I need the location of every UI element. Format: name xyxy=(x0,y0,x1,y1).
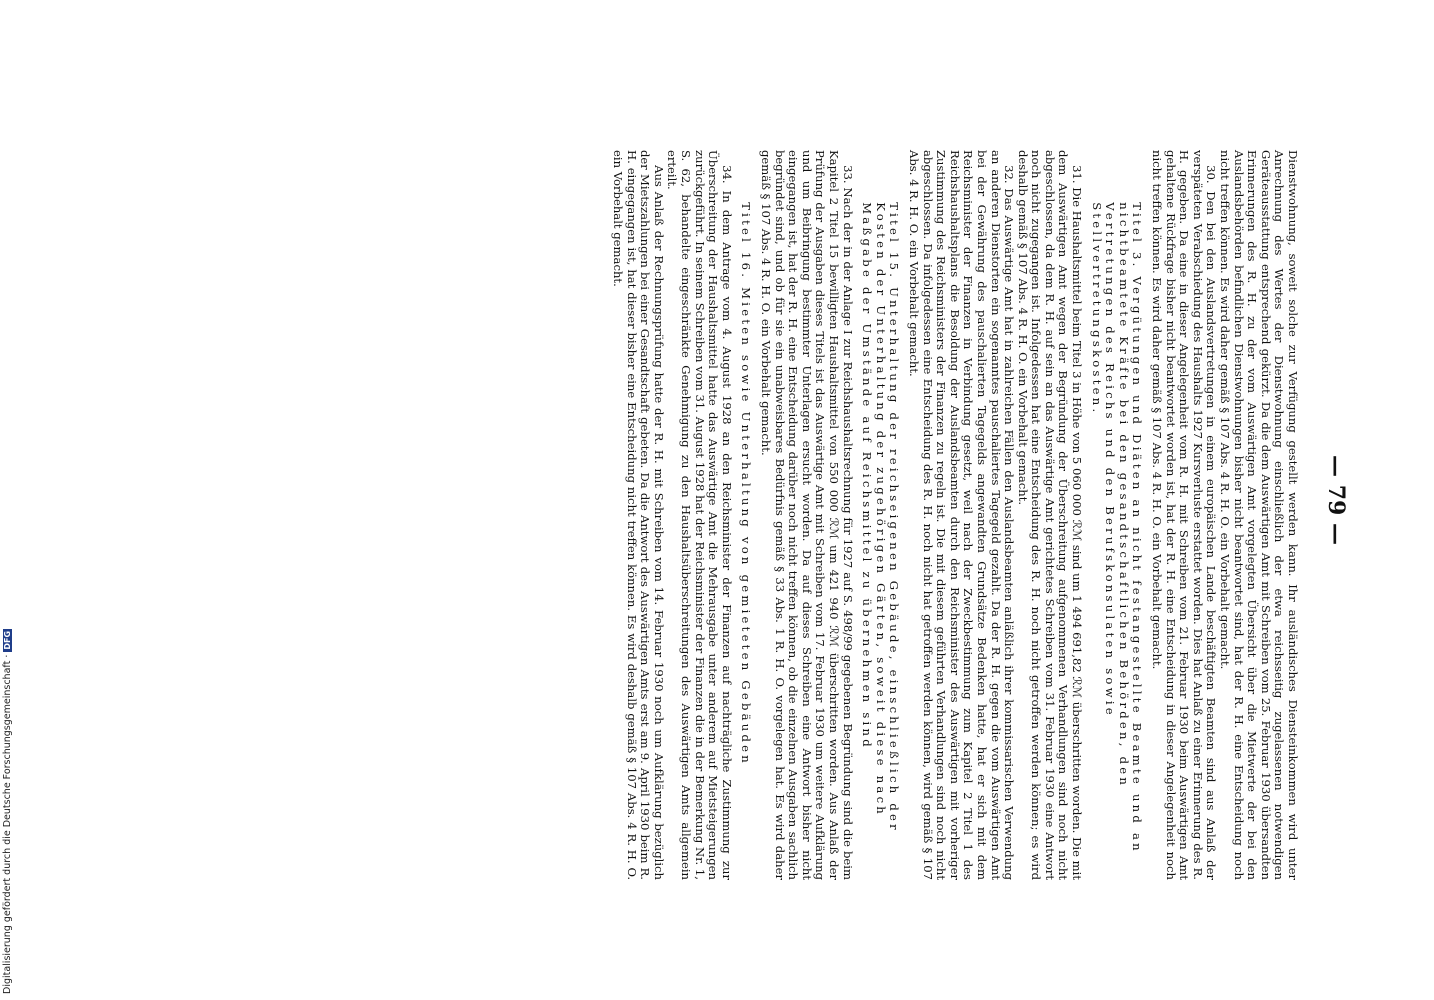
footer-text: Digitalisierung gefördert durch die Deutsche Forschungsgemeinschaft · xyxy=(2,654,13,994)
paragraph: 34. In dem Antrage vom 4. August 1928 an den Reichsminister der Finanzen auf nachträgliche Zustimmung zur Überschreitung der Haushaltsmittel hatte das Auswärtige Amt die Mehrausgabe unter anderem auf Mietsteigerungen zurückgeführt. In seinem Schreiben vom 31. August 1928 hat der Reichsminister der Finanzen die in der Bemerkung Nr. 1, S. 62, behandelte eingeschränkte Genehmigung zu den Haushaltsüberschreitungen des Auswärtigen Amts allgemein erteilt. xyxy=(665,150,734,880)
paragraph: 30. Den bei den Auslandsvertretungen in einem europäischen Lande beschäftigten Beamten sind aus Anlaß der verspäteten Verabschiedung des Haushalts 1927 Kursverluste erstattet worden. Dies hat Anlaß zu einer Erinnerung des R. H. gegeben. Da eine in dieser Angelegenheit vom R. H. mit Schreiben vom 21. Februar 1930 beim Auswärtigen Amt gehaltene Rückfrage bisher nicht beantwortet worden ist, hat der R. H. eine Entscheidung in dieser Angelegenheit noch nicht treffen können. Es wird daher gemäß § 107 Abs. 4 R. H. O. ein Vorbehalt gemacht. xyxy=(1150,150,1219,880)
section-heading: Titel 16. Mieten sowie Unterhaltung von gemieteten Gebäuden xyxy=(739,202,754,766)
paragraph: 31. Die Haushaltsmittel beim Titel 3 in Höhe von 5 060 000 ℛℳ sind um 1 494 691,82 ℛℳ überschritten worden. Die mit dem Auswärtigen Amt wegen der Begründung der Überschreitung aufgenommenen Verhandlungen sind noch nicht abgeschlossen, da dem R. H. auf sein an das Auswärtige Amt gerichtetes Schreiben vom 31. Februar 1930 eine Antwort noch nicht zugegangen ist. Infolgedessen hat eine Entscheidung des R. H. noch nicht getroffen werden können; es wird deshalb gemäß § 107 Abs. 4 R. H. O. ein Vorbehalt gemacht. xyxy=(1015,150,1085,881)
paragraph: 32. Das Auswärtige Amt hat in zahlreichen Fällen den Auslandsbeamten anläßlich ihrer kommissarischen Verwendung an anderen Dienstorten ein sogenanntes pauschaliertes Tagegeld gezahlt. Da der R. H. gegen die vom Auswärtigen Amt bei der Gewährung des pauschalierten Tagegelds angewandten Grundsätze Bedenken hatte, hat er sich mit dem Reichsminister der Finanzen in Verbindung gesetzt, weil nach der Zweckbestimmung zum Kapitel 2 Titel 1 des Reichshaushaltsplans die Besoldung der Auslandsbeamten durch den Reichsminister des Auswärtigen mit vorheriger Zustimmung des Reichsministers der Finanzen zu regeln ist. Die mit diesem geführten Verhandlungen sind noch nicht abgeschlossen. Da infolgedessen eine Entscheidung des R. H. noch nicht hat getroffen werden können, wird gemäß § 107 Abs. 4 R. H. O. ein Vorbehalt gemacht. xyxy=(906,150,1017,880)
section-heading: Titel 15. Unterhaltung der reichseigenen Gebäude, einschließlich der Kosten der Unterhaltung der zugehörigen Gärten, soweit diese nach Maßgabe der Umstände auf Reichsmittel zu übernehmen sind xyxy=(860,202,902,833)
body-text xyxy=(611,150,1300,880)
paragraph: 33. Nach der in der Anlage I zur Reichshaushaltsrechnung für 1927 auf S. 498/99 gegebenen Begründung sind die beim Kapitel 2 Titel 15 bewilligten Haushaltsmittel von 550 000 ℛℳ um 421 940 ℛℳ überschritten worden. Aus Anlaß der Prüfung der Ausgaben dieses Titels ist das Auswärtige Amt mit Schreiben vom 17. Februar 1930 um weitere Aufklärung und um Beibringung bestimmter Unterlagen ersucht worden. Da auf dieses Schreiben eine Antwort bisher nicht eingegangen ist, hat der R. H. eine Entscheidung darüber noch nicht treffen können, ob die einzelnen Ausgaben sachlich begründet sind, und ob für sie ein unabweisbares Bedürfnis gemäß § 33 Abs. 1 R. H. O. vorgelegen hat. Es wird daher gemäß § 107 Abs. 4 R. H. O. ein Vorbehalt gemacht. xyxy=(759,150,855,880)
page-number: — 79 — xyxy=(1323,455,1349,545)
paragraph: Dienstwohnung, soweit solche zur Verfügung gestellt werden kann. Ihr ausländisches Diensteinkommen wird unter Anrechnung des Wertes der Dienstwohnung einschließlich der etwa reichsseitig zugelassenen notwendigen Geräteausstattung entsprechend gekürzt. Da die dem Auswärtigen Amt mit Schreiben vom 25. Februar 1930 übersandten Erinnerungen des R. H. zu der vom Auswärtigen Amt vorgelegten Übersicht über die Mietwerte der bei den Auslandsbehörden befindlichen Dienstwohnungen bisher nicht beantwortet sind, hat der R. H. eine Entscheidung noch nicht treffen können. Es wird daher gemäß § 107 Abs. 4 R. H. O. ein Vorbehalt gemacht. xyxy=(1218,150,1300,880)
section-heading: Titel 3. Vergütungen und Diäten an nicht festangestellte Beamte und an nichtbeamtete Kräfte bei den gesandtschaftlichen Behörden, den Vertretungen des Reichs und den Berufskonsulaten sowie Stellvertretungskosten. xyxy=(1089,202,1145,854)
footer xyxy=(0,0,20,1000)
footer-credit xyxy=(2,629,13,994)
dfg-logo-icon: DFG xyxy=(3,630,12,650)
paragraph: Aus Anlaß der Rechnungsprüfung hatte der R. H. mit Schreiben vom 14. Februar 1930 noch um Aufklärung bezüglich der Mietszahlungen bei einer Gesandtschaft gebeten. Da die Antwort des Auswärtigen Amts erst am 9. April 1930 beim R. H. eingegangen ist, hat dieser bisher eine Entscheidung nicht treffen können. Es wird deshalb gemäß § 107 Abs. 4 R. H. O. ein Vorbehalt gemacht. xyxy=(611,150,666,880)
